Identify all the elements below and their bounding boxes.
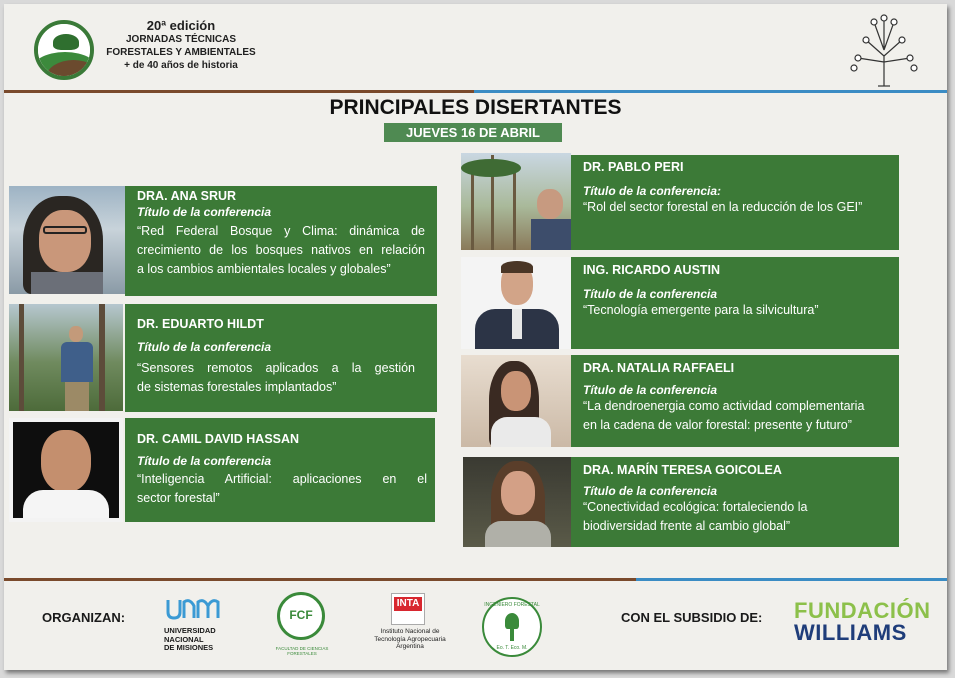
conference-title: “Rol del sector forestal en la reducción de los GEI” [583, 200, 863, 214]
speaker-card-goicolea [571, 457, 899, 547]
circuit-tree-icon [844, 10, 924, 90]
footer-rule-left [4, 578, 636, 581]
speaker-name: DR. EDUARTO HILDT [137, 317, 264, 331]
event-header [96, 18, 266, 72]
unam-line-1: UNIVERSIDAD [164, 626, 216, 635]
speaker-name: DRA. NATALIA RAFFAELI [583, 361, 735, 375]
speaker-name: DR. CAMIL DAVID HASSAN [137, 432, 300, 446]
williams-text: WILLIAMS [794, 620, 907, 645]
inta-logo [391, 593, 425, 625]
unam-line-3: DE MISIONES [164, 643, 214, 652]
speaker-photo-austin [461, 257, 571, 349]
speaker-name: DR. PABLO PERI [583, 160, 684, 174]
fcf-subtitle: FACULTAD DE CIENCIAS FORESTALES [275, 646, 329, 656]
jornadas-logo [34, 20, 94, 80]
speaker-photo-srur [9, 186, 125, 294]
fcf-logo [277, 592, 325, 640]
ingeniero-forestal-seal [482, 597, 542, 657]
speaker-card-srur [125, 186, 437, 296]
unam-logo [164, 596, 224, 653]
inta-subtitle: Instituto Nacional de Tecnología Agropecuaria Argentina [374, 628, 446, 650]
header-rule-left [4, 90, 474, 93]
conference-title: “Red Federal Bosque y Clima: dinámica de crecimiento de los bosques nativos en relación a los cambios ambientales locales y globales” [137, 224, 425, 276]
date-badge: JUEVES 16 DE ABRIL [384, 123, 562, 142]
inta-text: INTA [394, 597, 422, 611]
conference-label: Título de la conferencia [583, 484, 718, 498]
header-line-1: JORNADAS TÉCNICAS [125, 34, 236, 45]
seal-top-text: INGENIERO FORESTAL [484, 602, 540, 608]
page-title: PRINCIPALES DISERTANTES [329, 96, 622, 119]
conference-title: “La dendroenergia como actividad complementaria en la cadena de valor forestal: presente y futuro” [583, 399, 865, 432]
speaker-photo-hildt [9, 304, 123, 411]
poster-page [4, 4, 947, 670]
conference-label: Título de la conferencia: [583, 184, 722, 198]
speaker-photo-goicolea [463, 457, 571, 547]
speaker-name: DRA. ANA SRUR [137, 189, 237, 203]
conference-label: Título de la conferencia [137, 205, 272, 219]
header-line-2: FORESTALES Y AMBIENTALES [106, 47, 256, 58]
conference-title: “Inteligencia Artificial: aplicaciones en el sector forestal” [137, 472, 427, 505]
conference-label: Título de la conferencia [583, 383, 718, 397]
conference-title: “Sensores remotos aplicados a la gestión de sistemas forestales implantados” [137, 361, 415, 394]
speaker-photo-hassan [9, 418, 123, 522]
unam-line-2: NACIONAL [164, 634, 204, 644]
speaker-name: ING. RICARDO AUSTIN [583, 263, 721, 277]
speaker-card-raffaeli [571, 355, 899, 447]
conference-label: Título de la conferencia [137, 454, 272, 468]
conference-label: Título de la conferencia [137, 340, 272, 354]
speaker-card-hildt [125, 304, 437, 412]
subsidio-label: CON EL SUBSIDIO DE: [621, 610, 763, 625]
header-rule-right [474, 90, 947, 93]
edition-text: 20ª edición [146, 18, 216, 33]
speaker-name: DRA. MARÍN TERESA GOICOLEA [583, 463, 782, 477]
conference-title: “Tecnología emergente para la silvicultura” [583, 303, 819, 317]
footer-rule-right [636, 578, 947, 581]
organizan-label: ORGANIZAN: [42, 610, 126, 625]
seal-bottom-text: Eo. T. Eco. M. [496, 645, 528, 651]
speaker-card-peri [571, 155, 899, 250]
conference-label: Título de la conferencia [583, 287, 718, 301]
unam-mark-icon [164, 596, 222, 622]
header-line-3: + de 40 años de historia [124, 60, 238, 71]
speaker-card-hassan [125, 418, 435, 522]
fundacion-text: FUNDACIÓN [794, 598, 931, 623]
speaker-photo-raffaeli [461, 355, 571, 447]
speaker-photo-peri [461, 153, 571, 250]
fcf-text: FCF [289, 608, 313, 622]
speaker-card-austin [571, 257, 899, 349]
conference-title: “Conectividad ecológica: fortaleciendo la biodiversidad frente al cambio global” [583, 500, 808, 533]
